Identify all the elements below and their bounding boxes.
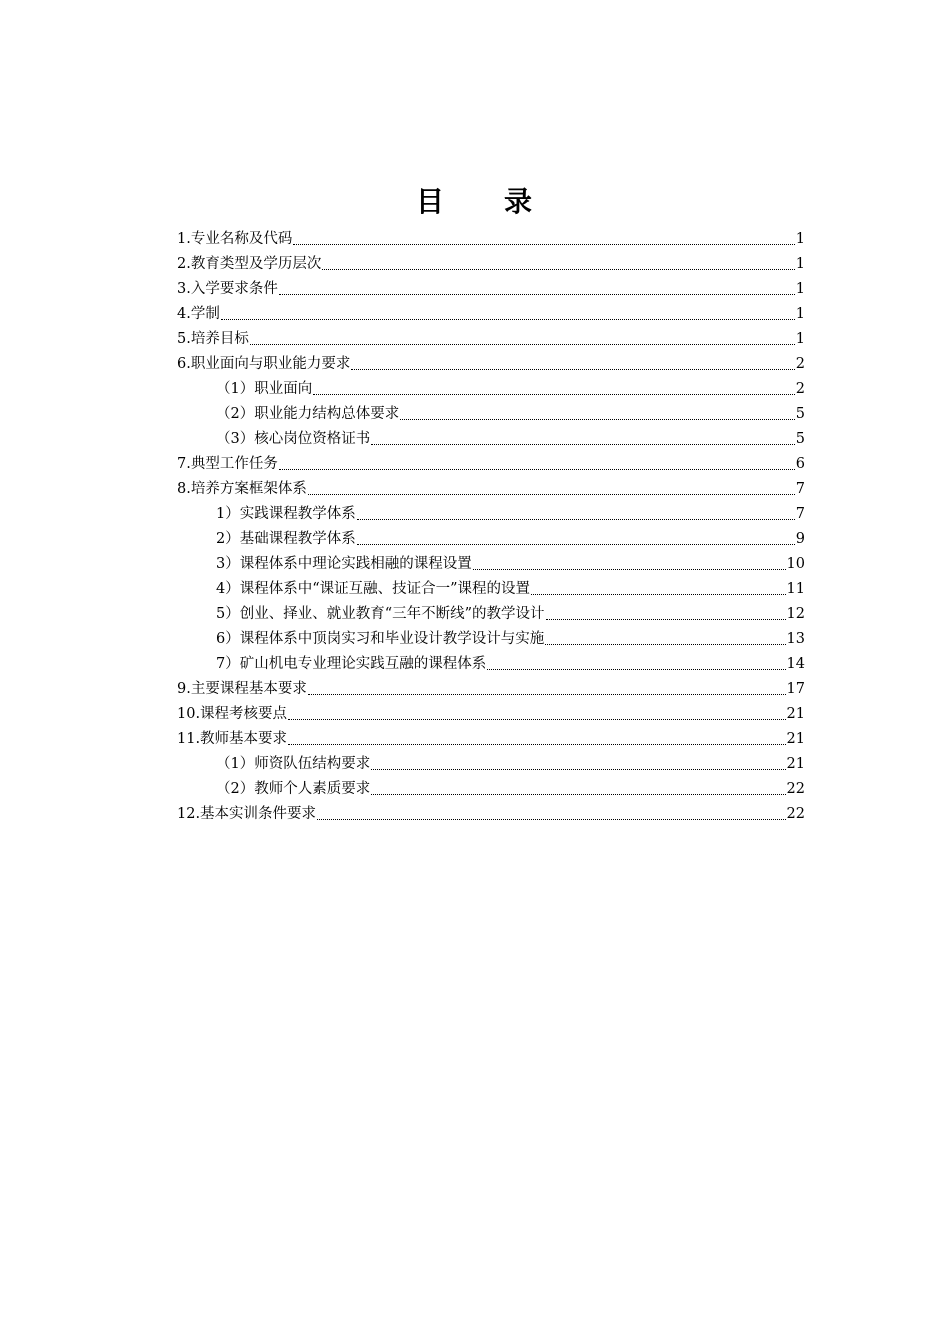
toc-entry-label: 7.典型工作任务 — [177, 456, 278, 472]
toc-entry[interactable] — [177, 800, 805, 825]
toc-entry-page-number: 1 — [795, 331, 805, 347]
toc-dot-leader — [288, 719, 785, 720]
toc-entry-label: 5）创业、择业、就业教育“三年不断线”的教学设计 — [216, 606, 545, 622]
toc-dot-leader — [371, 769, 785, 770]
table-of-contents — [177, 225, 805, 825]
toc-entry-page-number: 1 — [795, 306, 805, 322]
toc-dot-leader — [279, 294, 795, 295]
toc-entry-label: 12.基本实训条件要求 — [177, 806, 317, 822]
toc-entry-label: 2）基础课程教学体系 — [216, 531, 356, 547]
toc-dot-leader — [317, 819, 785, 820]
toc-entry-page-number: 21 — [786, 756, 805, 772]
toc-entry[interactable] — [177, 375, 805, 400]
toc-entry-page-number: 7 — [795, 506, 805, 522]
toc-entry[interactable] — [177, 575, 805, 600]
toc-entry-page-number: 10 — [786, 556, 805, 572]
toc-entry-page-number: 13 — [786, 631, 805, 647]
toc-entry-label: 11.教师基本要求 — [177, 731, 288, 747]
toc-entry-label: 2.教育类型及学历层次 — [177, 256, 322, 272]
toc-entry-page-number: 5 — [795, 431, 805, 447]
toc-entry-label: 1.专业名称及代码 — [177, 231, 293, 247]
toc-entry[interactable] — [177, 525, 805, 550]
toc-entry-label: 3.入学要求条件 — [177, 281, 278, 297]
toc-dot-leader — [357, 544, 795, 545]
toc-entry[interactable] — [177, 350, 805, 375]
toc-dot-leader — [487, 669, 785, 670]
toc-entry[interactable] — [177, 625, 805, 650]
toc-entry[interactable] — [177, 675, 805, 700]
toc-dot-leader — [308, 694, 786, 695]
toc-entry[interactable] — [177, 225, 805, 250]
toc-entry[interactable] — [177, 325, 805, 350]
toc-entry-page-number: 6 — [795, 456, 805, 472]
toc-entry[interactable] — [177, 300, 805, 325]
toc-dot-leader — [308, 494, 795, 495]
toc-dot-leader — [293, 244, 794, 245]
toc-title-char-1: 目 — [415, 185, 446, 218]
toc-entry-label: 8.培养方案框架体系 — [177, 481, 307, 497]
toc-entry[interactable] — [177, 725, 805, 750]
toc-entry-page-number: 22 — [786, 806, 805, 822]
toc-entry[interactable] — [177, 750, 805, 775]
toc-dot-leader — [279, 469, 795, 470]
toc-entry[interactable] — [177, 400, 805, 425]
toc-entry-page-number: 21 — [786, 706, 805, 722]
toc-entry[interactable] — [177, 550, 805, 575]
toc-entry-label: 10.课程考核要点 — [177, 706, 288, 722]
toc-entry-label: （1）师资队伍结构要求 — [216, 756, 371, 772]
toc-entry[interactable] — [177, 425, 805, 450]
toc-entry-page-number: 21 — [786, 731, 805, 747]
toc-title — [0, 182, 950, 222]
toc-dot-leader — [357, 519, 795, 520]
toc-entry-label: （2）教师个人素质要求 — [216, 781, 371, 797]
toc-entry-label: 1）实践课程教学体系 — [216, 506, 356, 522]
toc-entry-label: 3）课程体系中理论实践相融的课程设置 — [216, 556, 472, 572]
toc-title-char-2: 录 — [504, 185, 535, 218]
toc-entry[interactable] — [177, 450, 805, 475]
toc-entry-label: 9.主要课程基本要求 — [177, 681, 307, 697]
toc-dot-leader — [313, 394, 795, 395]
toc-entry[interactable] — [177, 650, 805, 675]
toc-entry[interactable] — [177, 475, 805, 500]
toc-dot-leader — [531, 594, 785, 595]
toc-entry-page-number: 14 — [786, 656, 805, 672]
toc-dot-leader — [473, 569, 786, 570]
toc-dot-leader — [545, 644, 785, 645]
toc-dot-leader — [371, 794, 785, 795]
toc-entry-page-number: 9 — [795, 531, 805, 547]
toc-entry[interactable] — [177, 600, 805, 625]
toc-entry-page-number: 5 — [795, 406, 805, 422]
toc-dot-leader — [250, 344, 795, 345]
toc-entry-page-number: 1 — [795, 256, 805, 272]
toc-dot-leader — [546, 619, 786, 620]
toc-entry-page-number: 1 — [795, 281, 805, 297]
toc-dot-leader — [400, 419, 795, 420]
toc-entry-label: （3）核心岗位资格证书 — [216, 431, 371, 447]
toc-entry-label: （1）职业面向 — [216, 381, 313, 397]
toc-dot-leader — [322, 269, 794, 270]
toc-entry-page-number: 2 — [795, 356, 805, 372]
toc-entry-label: 4）课程体系中“课证互融、技证合一”课程的设置 — [216, 581, 531, 597]
toc-entry-label: 6.职业面向与职业能力要求 — [177, 356, 351, 372]
toc-entry-label: 5.培养目标 — [177, 331, 249, 347]
toc-entry-page-number: 11 — [786, 581, 805, 597]
toc-dot-leader — [371, 444, 795, 445]
toc-entry-label: 6）课程体系中顶岗实习和毕业设计教学设计与实施 — [216, 631, 545, 647]
toc-entry-page-number: 7 — [795, 481, 805, 497]
toc-entry-label: 7）矿山机电专业理论实践互融的课程体系 — [216, 656, 487, 672]
toc-entry-page-number: 17 — [786, 681, 805, 697]
toc-dot-leader — [288, 744, 785, 745]
toc-dot-leader — [351, 369, 794, 370]
toc-entry-label: （2）职业能力结构总体要求 — [216, 406, 400, 422]
toc-entry-label: 4.学制 — [177, 306, 220, 322]
toc-entry-page-number: 22 — [786, 781, 805, 797]
toc-entry-page-number: 12 — [786, 606, 805, 622]
toc-entry[interactable] — [177, 775, 805, 800]
toc-entry[interactable] — [177, 275, 805, 300]
toc-entry-page-number: 1 — [795, 231, 805, 247]
toc-entry[interactable] — [177, 250, 805, 275]
toc-entry[interactable] — [177, 700, 805, 725]
toc-entry-page-number: 2 — [795, 381, 805, 397]
toc-entry[interactable] — [177, 500, 805, 525]
toc-dot-leader — [221, 319, 795, 320]
